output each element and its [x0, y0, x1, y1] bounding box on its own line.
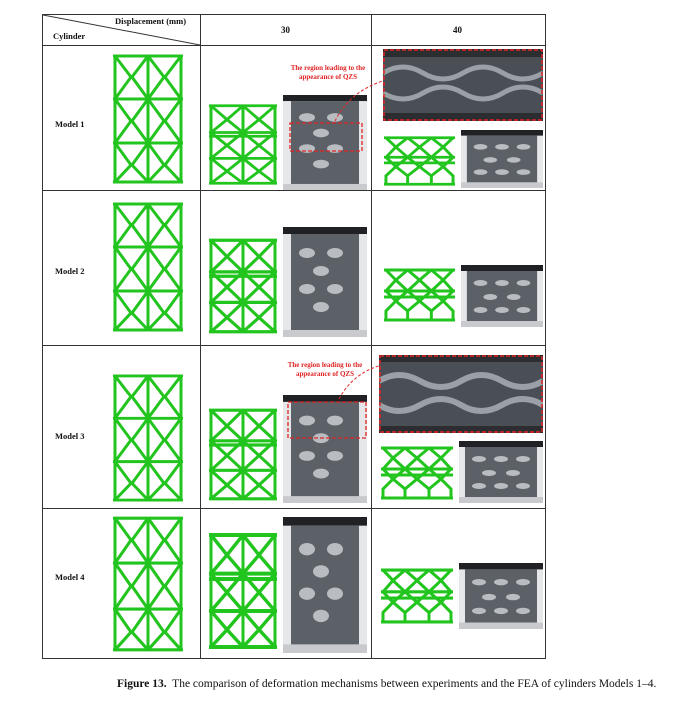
- experiment-model-1-40mm-zoom: [383, 49, 543, 121]
- figure-table: [42, 14, 546, 659]
- table-divider: [200, 15, 201, 658]
- experiment-model-2-30mm: [283, 227, 367, 337]
- fea-model-1-40mm: [382, 135, 457, 187]
- header-cylinder: Cylinder: [53, 31, 86, 41]
- figure-caption-label: Figure 13.: [117, 678, 167, 690]
- column-header-30: 30: [281, 25, 290, 35]
- table-divider: [43, 190, 545, 191]
- qzs-annotation: The region leading to the appearance of QZS: [290, 64, 366, 81]
- fea-model-1-undeformed: [111, 53, 185, 185]
- table-divider: [43, 345, 545, 346]
- fea-model-4-undeformed: [111, 515, 185, 653]
- table-divider: [43, 45, 545, 46]
- experiment-model-4-30mm: [283, 517, 367, 653]
- experiment-model-1-40mm: [461, 130, 543, 188]
- experiment-model-3-40mm: [459, 441, 543, 503]
- experiment-model-3-40mm-zoom: [379, 355, 543, 433]
- fea-model-1-30mm: [207, 103, 279, 186]
- fea-model-2-40mm: [382, 267, 457, 323]
- row-label-model-2: Model 2: [55, 266, 85, 276]
- fea-model-4-40mm: [379, 567, 455, 625]
- header-displacement: Displacement (mm): [115, 16, 187, 26]
- qzs-region-box: [287, 401, 367, 439]
- experiment-model-2-40mm: [461, 265, 543, 327]
- fea-model-3-undeformed: [111, 373, 185, 503]
- fea-model-4-30mm: [207, 531, 279, 651]
- row-label-model-1: Model 1: [55, 119, 85, 129]
- figure-caption-text: The comparison of deformation mechanisms between experiments and the FEA of cylinders Models 1–4.: [172, 678, 657, 690]
- fea-model-2-undeformed: [111, 201, 185, 333]
- fea-model-3-40mm: [379, 445, 455, 501]
- fea-model-2-30mm: [207, 237, 279, 335]
- qzs-annotation: The region leading to the appearance of QZS: [287, 361, 363, 378]
- fea-model-3-30mm: [207, 407, 279, 502]
- row-label-model-3: Model 3: [55, 431, 85, 441]
- figure-caption: [117, 676, 657, 693]
- table-divider: [43, 508, 545, 509]
- column-header-40: 40: [453, 25, 462, 35]
- qzs-region-box: [289, 122, 363, 152]
- row-label-model-4: Model 4: [55, 572, 85, 582]
- experiment-model-4-40mm: [459, 563, 543, 629]
